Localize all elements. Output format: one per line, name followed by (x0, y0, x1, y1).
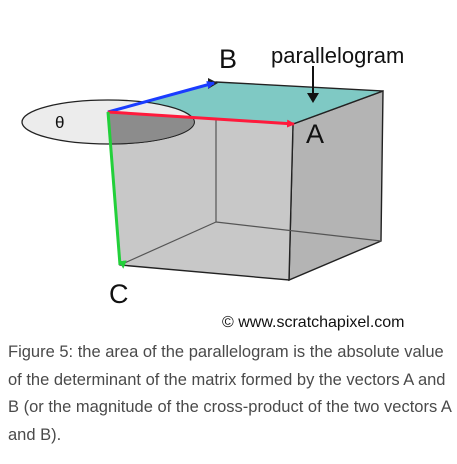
credit-text: © www.scratchapixel.com (222, 314, 405, 331)
label-c: C (109, 279, 129, 309)
label-a: A (306, 119, 325, 149)
figure-caption: Figure 5: the area of the parallelogram is the absolute value of the determinant of the matrix formed by the vectors A and B (or the magnitude of the cross-product of the two vectors A and B). (8, 343, 451, 444)
label-b: B (219, 44, 238, 74)
label-parallelogram: parallelogram (271, 43, 405, 68)
label-theta: θ (55, 113, 65, 132)
